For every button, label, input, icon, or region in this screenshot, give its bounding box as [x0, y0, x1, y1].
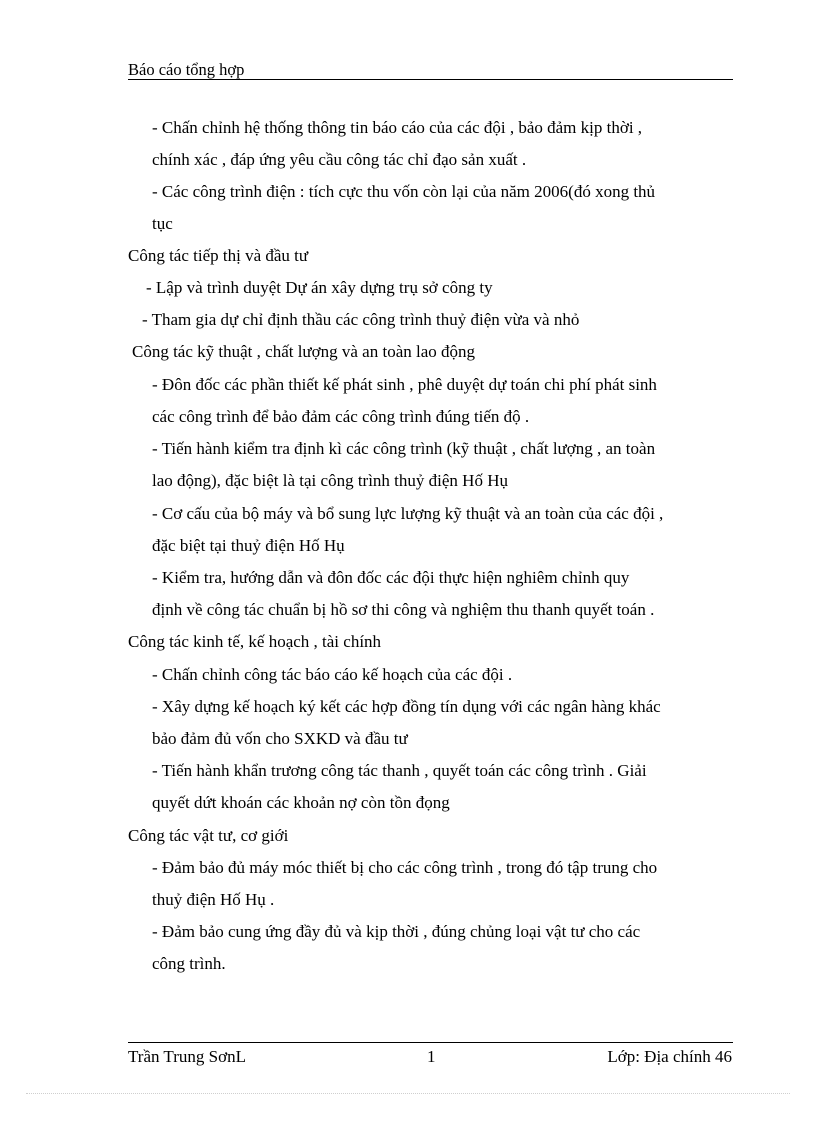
body-line: - Cơ cấu của bộ máy và bổ sung lực lượng kỹ thuật và an toàn của các đội ,	[152, 504, 664, 523]
body-line: - Tiến hành kiểm tra định kì các công trình (kỹ thuật , chất lượng , an toàn	[152, 439, 656, 458]
footer-author: Trần Trung SơnL	[128, 1047, 246, 1066]
body-line: đặc biệt tại thuỷ điện Hố Hụ	[152, 536, 345, 555]
body-line: - Đôn đốc các phần thiết kế phát sinh , phê duyệt dự toán chi phí phát sinh	[152, 375, 657, 394]
section-heading: Công tác kinh tế, kế hoạch , tài chính	[128, 632, 382, 651]
footer-divider	[128, 1042, 733, 1043]
page-bottom-edge	[26, 1093, 790, 1094]
section-heading: Công tác kỹ thuật , chất lượng và an toàn lao động	[132, 342, 476, 361]
body-line: - Chấn chỉnh hệ thống thông tin báo cáo của các đội , bảo đảm kịp thời ,	[152, 118, 643, 137]
header-divider	[128, 79, 733, 80]
section-heading: Công tác tiếp thị và đầu tư	[128, 246, 309, 265]
body-line: - Tiến hành khẩn trương công tác thanh , quyết toán các công trình . Giải	[152, 761, 647, 780]
body-line: - Các công trình điện : tích cực thu vốn còn lại của năm 2006(đó xong thủ	[152, 182, 656, 201]
body-line: các công trình để bảo đảm các công trình đúng tiến độ .	[152, 407, 530, 426]
body-line: công trình.	[152, 954, 226, 973]
body-line: lao động), đặc biệt là tại công trình thuỷ điện Hố Hụ	[152, 471, 508, 490]
body-line: - Kiểm tra, hướng dẫn và đôn đốc các đội thực hiện nghiêm chỉnh quy	[152, 568, 630, 587]
body-line: quyết dứt khoán các khoản nợ còn tồn đọng	[152, 793, 450, 812]
body-line: - Chấn chỉnh công tác báo cáo kế hoạch của các đội .	[152, 665, 513, 684]
body-line: thuỷ điện Hố Hụ .	[152, 890, 275, 909]
body-line: - Lập và trình duyệt Dự án xây dựng trụ sở công ty	[146, 278, 493, 297]
body-line: bảo đảm đủ vốn cho SXKD và đầu tư	[152, 729, 408, 748]
body-line: - Đảm bảo cung ứng đầy đủ và kịp thời , đúng chủng loại vật tư cho các	[152, 922, 641, 941]
page-number: 1	[427, 1047, 436, 1066]
body-line: - Tham gia dự chỉ định thầu các công trình thuỷ điện vừa và nhỏ	[142, 310, 580, 329]
footer-class-label: Lớp: Địa chính 46	[607, 1047, 732, 1066]
body-line: chính xác , đáp ứng yêu cầu công tác chỉ đạo sản xuất .	[152, 150, 527, 169]
body-line: - Đảm bảo đủ máy móc thiết bị cho các công trình , trong đó tập trung cho	[152, 858, 658, 877]
page-header-title: Báo cáo tổng hợp	[128, 60, 245, 79]
body-line: tục	[152, 214, 173, 233]
body-line: định về công tác chuẩn bị hồ sơ thi công và nghiệm thu thanh quyết toán .	[152, 600, 655, 619]
section-heading: Công tác vật tư, cơ giới	[128, 826, 289, 845]
body-line: - Xây dựng kế hoạch ký kết các hợp đồng tín dụng với các ngân hàng khác	[152, 697, 661, 716]
